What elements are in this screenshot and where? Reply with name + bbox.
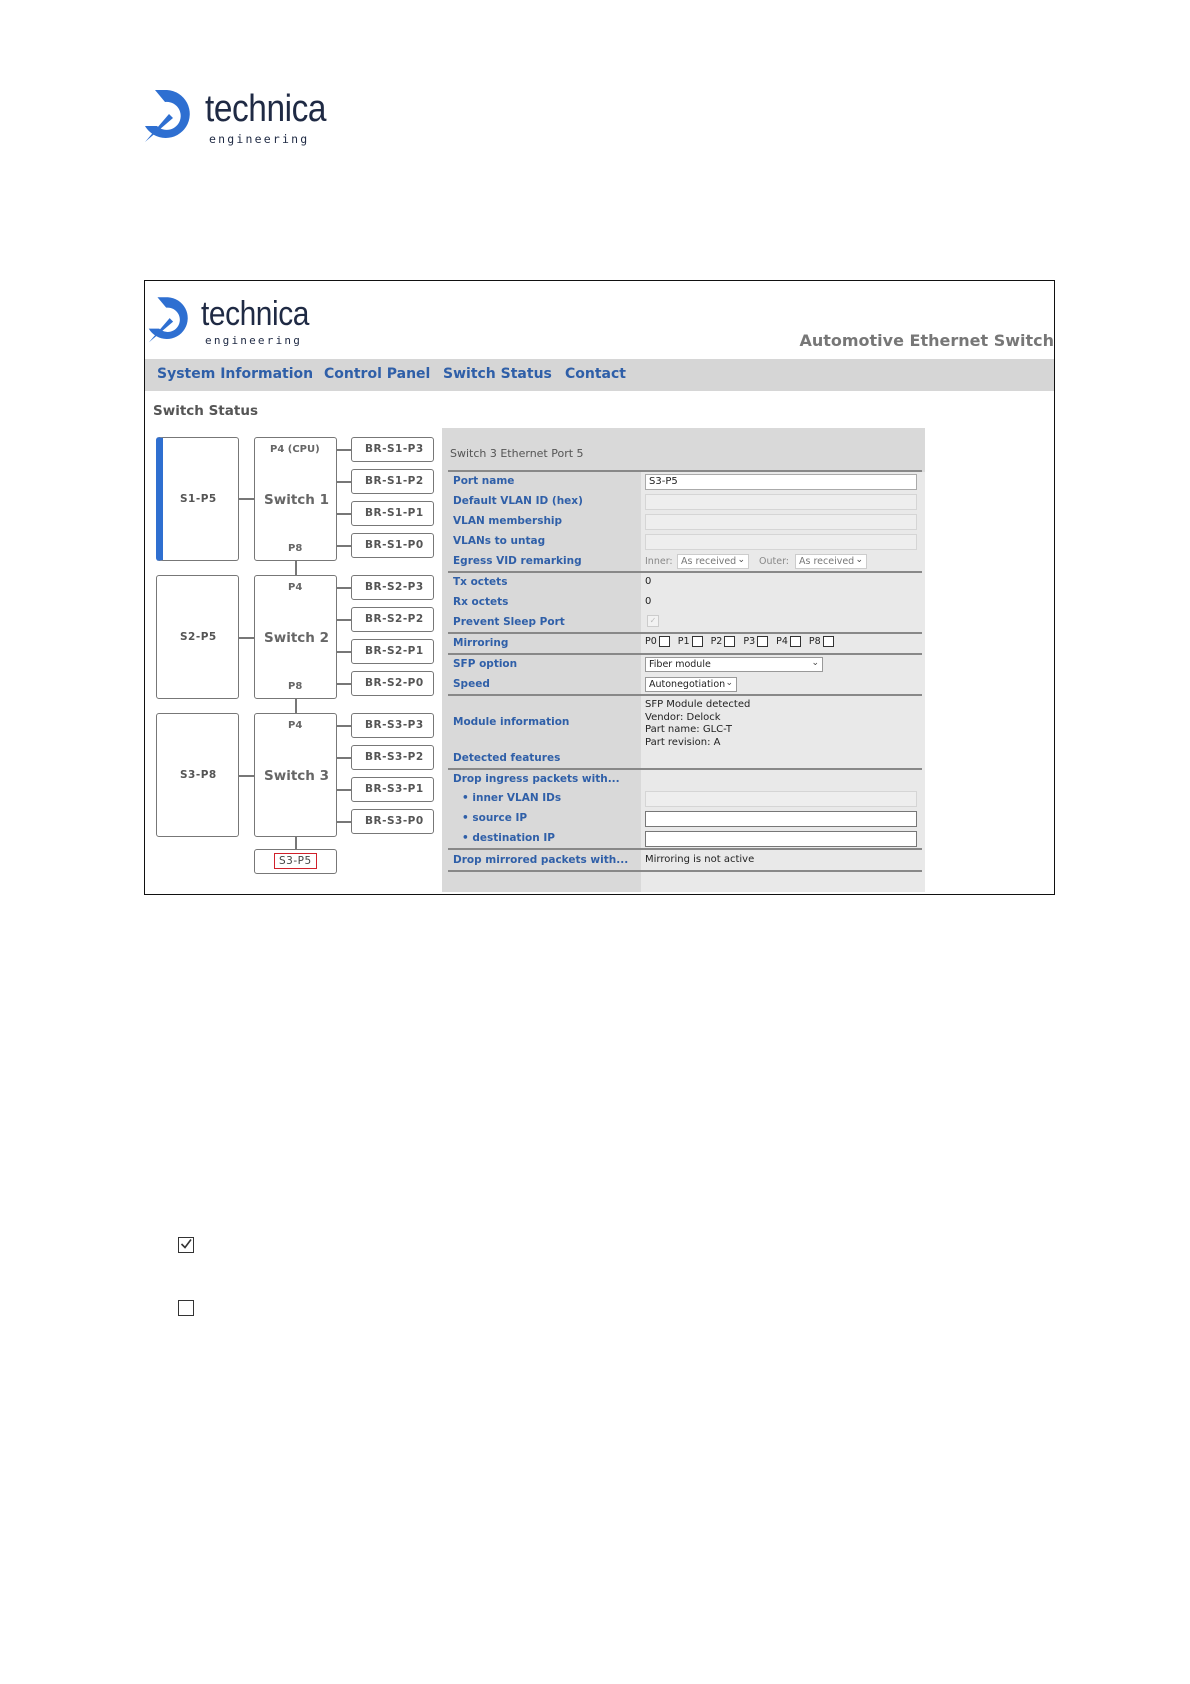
label-detected-features: Detected features [453,752,561,764]
switch-top-port: P4 (CPU) [270,444,320,455]
port-name-input[interactable]: S3-P5 [645,474,917,490]
label-inner-vlan: • inner VLAN IDs [462,792,562,804]
label-drop-mirrored: Drop mirrored packets with... [453,854,629,866]
prevent-sleep-checkbox[interactable]: ✓ [647,615,659,627]
technica-logo-icon [143,84,205,146]
outer-select-value: As received [799,556,855,567]
br-port-label: BR-S3-P2 [365,751,424,763]
logo-wordmark: technica [205,88,327,130]
br-port-label: BR-S3-P0 [365,815,424,827]
chevron-down-icon: ⌄ [811,658,819,668]
mirror-port-checkboxes [645,636,842,647]
mirror-port-checkbox[interactable] [724,636,735,647]
logo-subtitle: engineering [205,334,303,347]
module-info-line: Part revision: A [645,736,721,748]
label-module-info: Module information [453,716,570,728]
br-port-br-s1-p2[interactable] [351,469,434,494]
port-label: S2-P5 [180,631,217,643]
mirror-port-checkbox[interactable] [659,636,670,647]
br-port-label: BR-S1-P1 [365,507,424,519]
br-port-br-s2-p3[interactable] [351,575,434,600]
switch-bottom-port: P8 [288,681,303,692]
checked-checkbox-icon [178,1237,194,1253]
selected-port-label: S3-P5 [274,853,317,869]
label-mirroring: Mirroring [453,637,509,649]
label-vlan-membership: VLAN membership [453,515,563,527]
mirror-port-label: P4 [776,636,788,647]
logo-subtitle: engineering [209,132,310,146]
switch-name: Switch 1 [264,492,329,508]
nav-system-information[interactable]: System Information [157,366,314,382]
destination-ip-input[interactable] [645,831,917,847]
tx-octets-value: 0 [645,576,652,587]
vlan-membership-input[interactable] [645,514,917,530]
br-port-label: BR-S3-P3 [365,719,424,731]
port-s3-p8[interactable] [156,713,239,837]
nav-contact[interactable]: Contact [565,366,626,382]
br-port-label: BR-S3-P1 [365,783,424,795]
speed-value: Autonegotiation [649,679,726,690]
switch-top-port: P4 [288,582,303,593]
module-info-line: Part name: GLC-T [645,724,732,735]
label-rx-octets: Rx octets [453,596,509,608]
br-port-br-s3-p3[interactable] [351,713,434,738]
mirror-port-label: P0 [645,636,657,647]
switch-3-box[interactable] [254,713,337,837]
mirror-port-label: P3 [743,636,756,647]
switch-name: Switch 2 [264,630,329,646]
port-s3-p5-selected[interactable] [254,849,337,874]
br-port-label: BR-S2-P1 [365,645,424,657]
br-port-br-s2-p2[interactable] [351,607,434,632]
port-label: S3-P8 [180,769,217,781]
port-s1-p5[interactable] [156,437,239,561]
inner-select-value: As received [681,556,737,567]
chevron-down-icon: ⌄ [855,555,863,565]
inner-vlan-input[interactable] [645,791,917,807]
module-info-line: Vendor: Delock [645,711,721,723]
port-label: S1-P5 [180,493,217,505]
mirror-port-checkbox[interactable] [757,636,768,647]
br-port-label: BR-S2-P3 [365,581,424,593]
br-port-label: BR-S1-P3 [365,443,424,455]
br-port-label: BR-S2-P0 [365,677,424,689]
label-vlans-untag: VLANs to untag [453,535,546,547]
br-port-br-s3-p0[interactable] [351,809,434,834]
chevron-down-icon: ⌄ [725,678,733,688]
br-port-br-s1-p1[interactable] [351,501,434,526]
outer-select[interactable] [795,554,867,569]
br-port-label: BR-S1-P0 [365,539,424,551]
unchecked-checkbox-icon [178,1300,194,1316]
port-s2-p5[interactable] [156,575,239,699]
switch-bottom-port: P8 [288,543,303,554]
source-ip-input[interactable] [645,811,917,827]
switch-top-port: P4 [288,720,303,731]
br-port-label: BR-S2-P2 [365,613,424,625]
inner-label: Inner: [645,556,673,567]
vlans-untag-input[interactable] [645,534,917,550]
mirror-port-label: P8 [808,636,821,647]
br-port-br-s2-p1[interactable] [351,639,434,664]
module-info-value [645,699,750,749]
switch-1-box[interactable] [254,437,337,561]
label-drop-ingress: Drop ingress packets with... [453,773,620,785]
switch-diagram [145,281,435,895]
br-port-br-s3-p1[interactable] [351,777,434,802]
mirror-port-checkbox[interactable] [692,636,703,647]
label-source-ip: • source IP [462,812,528,824]
port-detail-panel [442,428,925,892]
br-port-br-s3-p2[interactable] [351,745,434,770]
chevron-down-icon: ⌄ [737,555,745,565]
br-port-br-s2-p0[interactable] [351,671,434,696]
logo-wordmark: technica [201,295,309,333]
label-sfp-option: SFP option [453,658,518,670]
label-prevent-sleep: Prevent Sleep Port [453,616,565,628]
switch-name: Switch 3 [264,768,329,784]
module-info-line: SFP Module detected [645,699,751,710]
mirror-port-checkbox[interactable] [790,636,801,647]
inner-select[interactable] [677,554,749,569]
panel-title: Switch 3 Ethernet Port 5 [450,447,584,460]
sfp-option-select[interactable] [645,657,823,672]
speed-select[interactable] [645,677,737,692]
switch-2-box[interactable] [254,575,337,699]
nav-switch-status[interactable]: Switch Status [443,366,552,382]
br-port-br-s1-p3[interactable] [351,437,434,462]
page-logo [143,84,343,148]
mirror-port-label: P1 [677,636,690,647]
br-port-br-s1-p0[interactable] [351,533,434,558]
label-tx-octets: Tx octets [453,576,508,588]
label-speed: Speed [453,678,490,690]
section-title: Switch Status [153,403,258,419]
label-port-name: Port name [453,475,515,487]
nav-control-panel[interactable]: Control Panel [324,366,431,382]
label-dest-ip: • destination IP [462,832,555,844]
drop-mirrored-value: Mirroring is not active [645,854,755,865]
label-default-vlan: Default VLAN ID (hex) [453,495,583,507]
mirror-port-checkbox[interactable] [823,636,834,647]
outer-label: Outer: [759,556,790,567]
rx-octets-value: 0 [645,596,652,607]
label-egress-vid: Egress VID remarking [453,555,582,567]
switch-ui-screenshot [144,280,1055,895]
app-title: Automotive Ethernet Switch [799,331,1054,350]
sfp-option-value: Fiber module [649,659,711,670]
default-vlan-input[interactable] [645,494,917,510]
br-port-label: BR-S1-P2 [365,475,424,487]
mirror-port-label: P2 [710,636,723,647]
